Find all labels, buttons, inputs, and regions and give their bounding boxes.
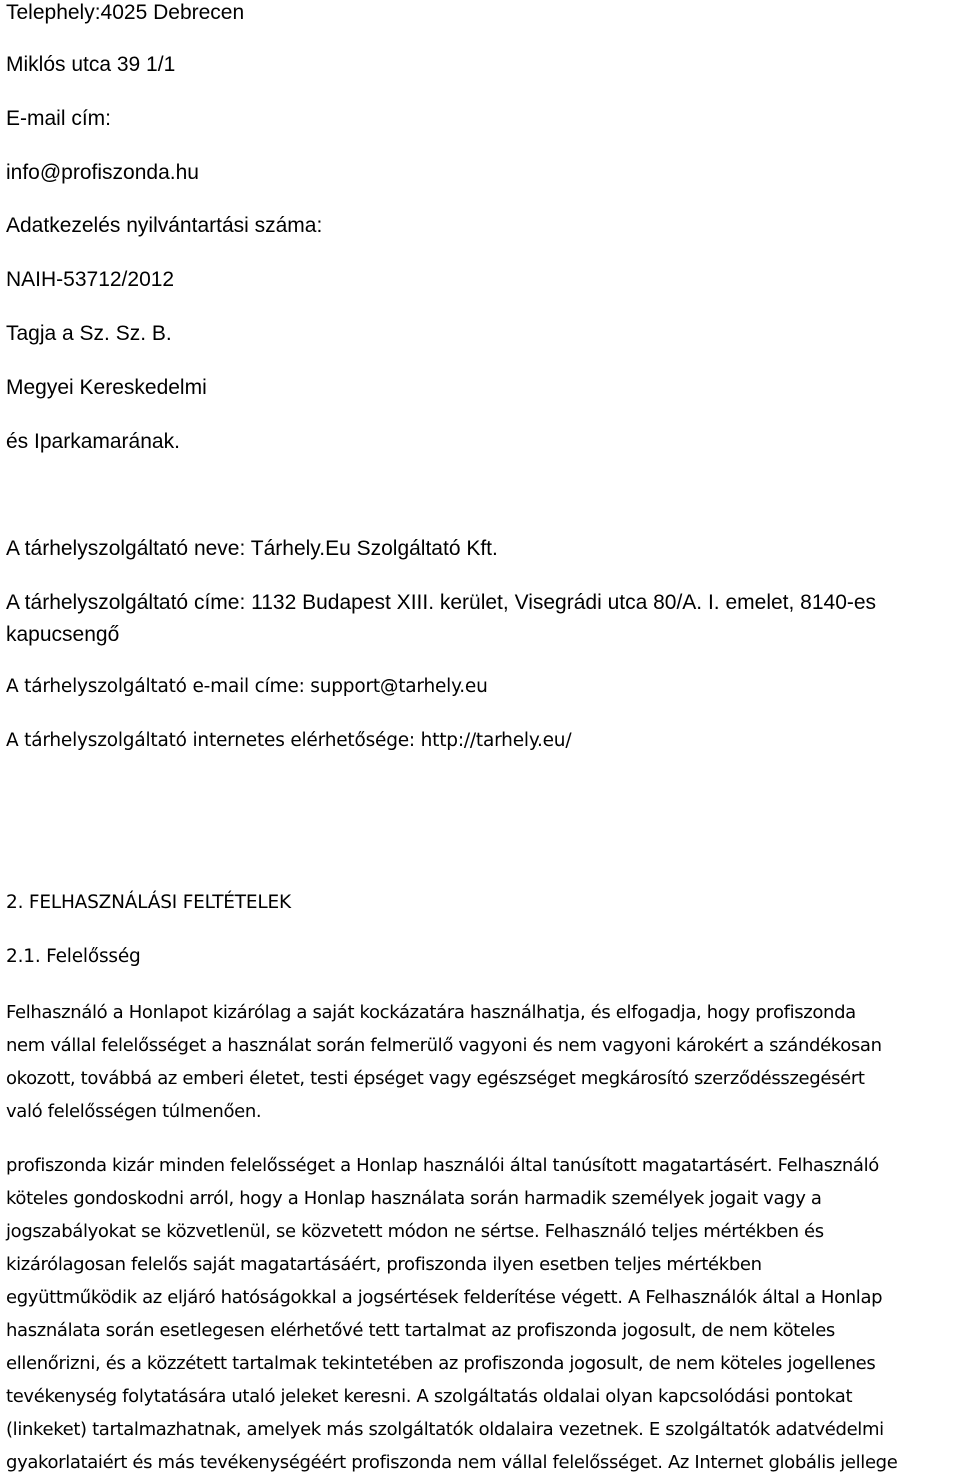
membership-line: Tagja a Sz. Sz. B.: [6, 322, 172, 345]
paragraph-line: nem vállal felelősséget a használat során felmerülő vagyoni és nem vagyoni károkért a szándékosan: [6, 1035, 882, 1056]
liability-paragraph-1: [6, 996, 954, 1128]
data-registry-number: NAIH-53712/2012: [6, 268, 175, 291]
paragraph-line: gyakorlataiért és más tevékenységéért profiszonda nem vállal felelősséget. Az Internet globális jellege: [6, 1452, 898, 1473]
paragraph-line: köteles gondoskodni arról, hogy a Honlap használata során harmadik személyek jogait vagy a: [6, 1188, 822, 1209]
paragraph-line: okozott, továbbá az emberi életet, testi épséget vagy egészséget megkárosító szerződésszegésért: [6, 1068, 865, 1089]
paragraph-line: használata során esetlegesen elérhetővé tett tartalmat az profiszonda jogosult, de nem köteles: [6, 1320, 835, 1341]
liability-paragraph-2: [6, 1149, 954, 1473]
email-address: info@profiszonda.hu: [6, 161, 199, 184]
paragraph-line: (linkeket) tartalmazhatnak, amelyek más szolgáltatók oldalaira vezetnek. E szolgáltatók adatvédelmi: [6, 1419, 884, 1440]
chamber-line-2: és Iparkamarának.: [6, 430, 180, 453]
section-heading: 2. FELHASZNÁLÁSI FELTÉTELEK: [6, 892, 291, 913]
paragraph-line: kizárólagosan felelős saját magatartásáért, profiszonda ilyen esetben teljes mértékben: [6, 1254, 762, 1275]
hosting-web-line: A tárhelyszolgáltató internetes elérhetősége: http://tarhely.eu/: [6, 730, 572, 751]
hosting-name-line: A tárhelyszolgáltató neve: Tárhely.Eu Szolgáltató Kft.: [6, 537, 498, 560]
hosting-address-continued: kapucsengő: [6, 623, 120, 646]
paragraph-line: profiszonda kizár minden felelősséget a Honlap használói által tanúsított magatartásért. Felhasználó: [6, 1155, 879, 1176]
street-address-line: Miklós utca 39 1/1: [6, 53, 176, 76]
paragraph-line: ellenőrizni, és a közzétett tartalmak tekintetében az profiszonda jogosult, de nem köteles jogellenes: [6, 1353, 876, 1374]
paragraph-line: való felelősségen túlmenően.: [6, 1101, 262, 1122]
hosting-address-line: A tárhelyszolgáltató címe: 1132 Budapest XIII. kerület, Visegrádi utca 80/A. I. emelet, 8140-es: [6, 591, 877, 614]
site-address-line: Telephely:4025 Debrecen: [6, 1, 245, 24]
chamber-line-1: Megyei Kereskedelmi: [6, 376, 207, 399]
email-label: E-mail cím:: [6, 107, 111, 130]
hosting-email-line: A tárhelyszolgáltató e-mail címe: support@tarhely.eu: [6, 676, 488, 697]
subsection-heading: 2.1. Felelősség: [6, 946, 141, 967]
paragraph-line: együttműködik az eljáró hatóságokkal a jogsértések felderítése végett. A Felhasználók által a Honlap: [6, 1287, 883, 1308]
data-registry-label: Adatkezelés nyilvántartási száma:: [6, 214, 323, 237]
paragraph-line: jogszabályokat se közvetlenül, se közvetett módon ne sértse. Felhasználó teljes mértékben és: [6, 1221, 824, 1242]
paragraph-line: Felhasználó a Honlapot kizárólag a saját kockázatára használhatja, és elfogadja, hogy profiszonda: [6, 1002, 856, 1023]
paragraph-line: tevékenység folytatására utaló jeleket keresni. A szolgáltatás oldalai olyan kapcsolódási pontokat: [6, 1386, 853, 1407]
